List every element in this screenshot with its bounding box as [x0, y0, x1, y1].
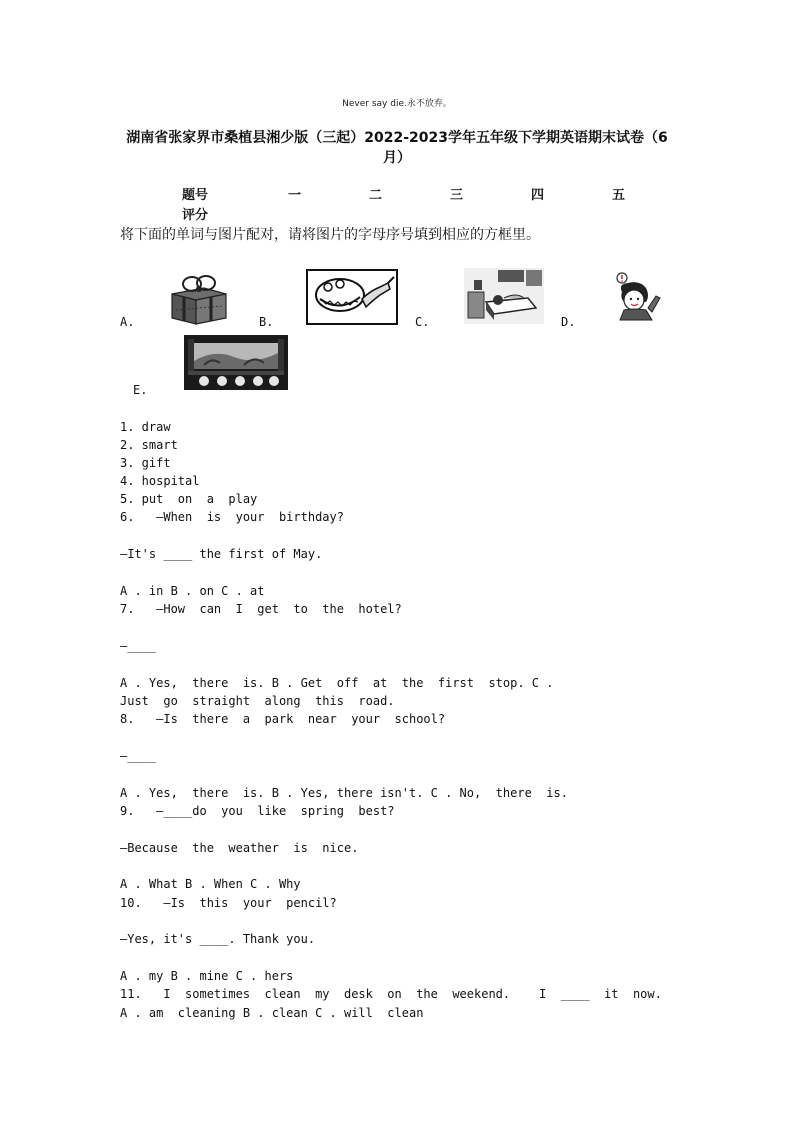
smart-boy-picture	[612, 272, 666, 322]
question-line: —____	[120, 639, 157, 653]
question-options: A . Yes, there is. B . Get off at the first stop. C .	[120, 676, 554, 690]
question-options: Just go straight along this road.	[120, 694, 395, 708]
score-col: 一	[287, 187, 301, 203]
question-line: —Yes, it's ____. Thank you.	[120, 932, 316, 946]
score-col: 四	[530, 187, 544, 203]
score-table	[160, 183, 660, 223]
question-line: 4. hospital	[120, 474, 200, 488]
question-line: —It's ____ the first of May.	[120, 547, 323, 561]
picture-label-a: A.	[120, 315, 135, 329]
score-col: 三	[449, 187, 463, 203]
question-line: 7. —How can I get to the hotel?	[120, 602, 402, 616]
picture-label-c: C.	[415, 315, 430, 329]
score-col: 二	[368, 187, 382, 203]
question-line: 6. —When is your birthday?	[120, 510, 344, 524]
question-options: A . am cleaning B . clean C . will clean	[120, 1006, 424, 1020]
question-line: —Because the weather is nice.	[120, 841, 359, 855]
hospital-picture	[464, 268, 544, 324]
motto: Never say die.永不放弃。	[342, 99, 452, 109]
score-row-label: 评分	[182, 207, 209, 223]
page-title: 湖南省张家界市桑植县湘少版（三起）2022-2023学年五年级下学期英语期末试卷（6月）	[126, 130, 668, 166]
question-line: 11. I sometimes clean my desk on the weekend. I ____ it now.	[120, 987, 662, 1001]
score-header-row	[160, 183, 660, 203]
question-line: 5. put on a play	[120, 492, 258, 506]
gift-box-picture	[168, 272, 230, 326]
question-line: 10. —Is this your pencil?	[120, 896, 337, 910]
question-options: A . in B . on C . at	[120, 584, 265, 598]
picture-label-d: D.	[561, 315, 576, 329]
score-col: 五	[611, 187, 625, 203]
question-options: A . Yes, there is. B . Yes, there isn't. C . No, there is.	[120, 786, 568, 800]
question-line: 9. —____do you like spring best?	[120, 804, 395, 818]
question-line: 8. —Is there a park near your school?	[120, 712, 446, 726]
question-line: 3. gift	[120, 456, 171, 470]
question-line: 1. draw	[120, 420, 171, 434]
instruction: 将下面的单词与图片配对，请将图片的字母序号填到相应的方框里。	[120, 227, 540, 243]
question-line: 2. smart	[120, 438, 178, 452]
score-value-row	[160, 203, 660, 223]
picture-label-b: B.	[259, 315, 274, 329]
stage-play-picture	[184, 335, 288, 390]
question-options: A . my B . mine C . hers	[120, 969, 294, 983]
question-line: —____	[120, 749, 157, 763]
question-options: A . What B . When C . Why	[120, 877, 301, 891]
drawing-picture	[306, 269, 398, 325]
picture-label-e: E.	[133, 383, 148, 397]
score-header-label: 题号	[182, 187, 209, 203]
